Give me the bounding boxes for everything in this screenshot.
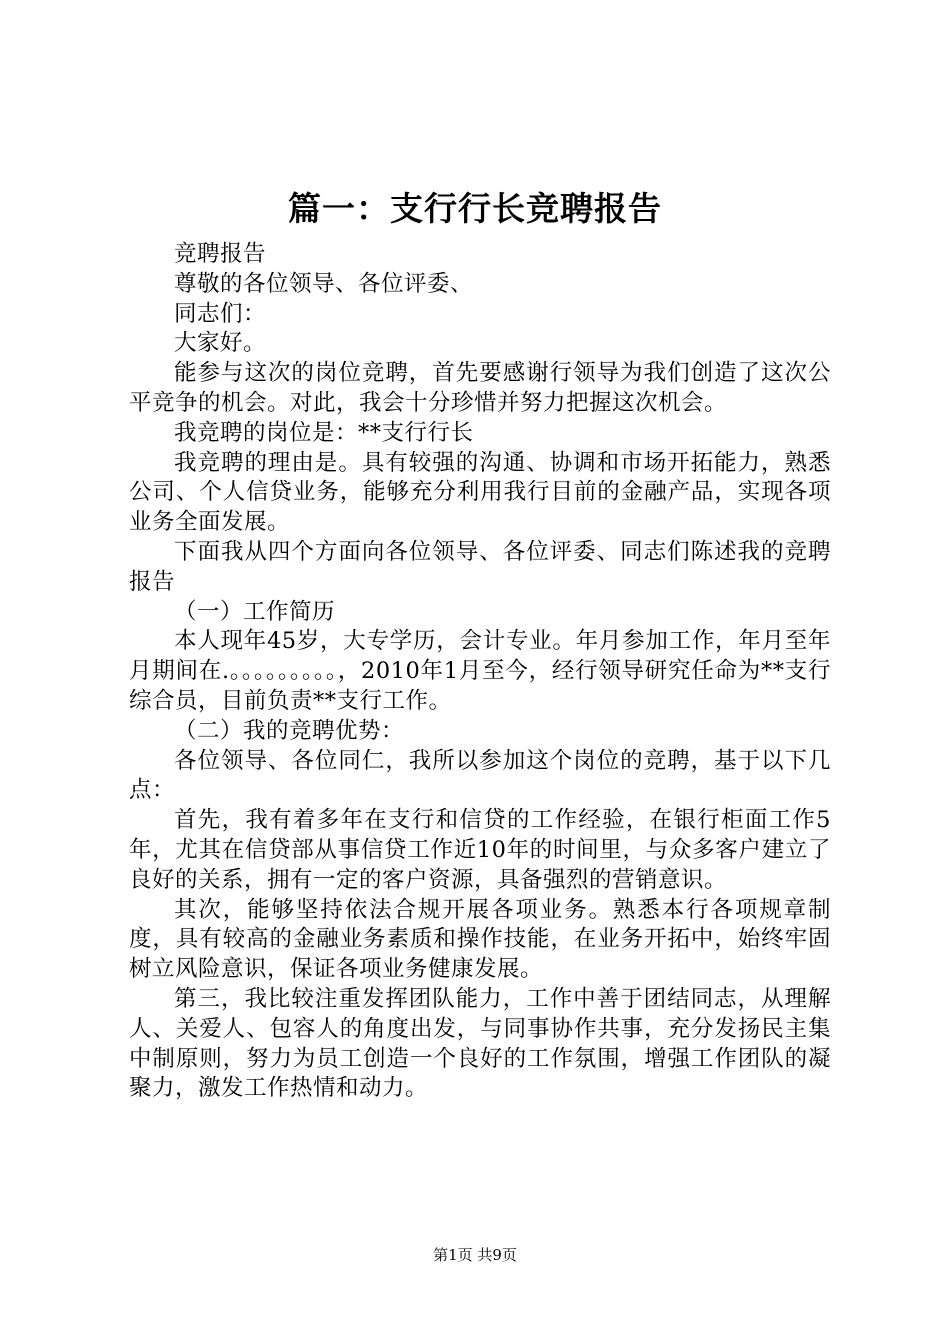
paragraph: 尊敬的各位领导、各位评委、: [174, 270, 474, 297]
paragraph: 同志们：: [174, 300, 267, 327]
paragraph: 第三，我比较注重发挥团队能力，工作中善于团结同志，从理解人、关爱人、包容人的角度出发，与同事协作共事，充分发扬民主集中制原则，努力为员工创造一个良好的工作氛围，增强工作团队的凝聚力，激发工作热情和动力。: [129, 985, 831, 1102]
paragraph: 下面我从四个方面向各位领导、各位评委、同志们陈述我的竞聘报告: [129, 538, 831, 595]
paragraph: 我竞聘的岗位是：**支行行长: [174, 419, 474, 446]
document-body: [129, 240, 831, 1104]
paragraph: 能参与这次的岗位竞聘，首先要感谢行领导为我们创造了这次公平竞争的机会。对此，我会十分珍惜并努力把握这次机会。: [129, 360, 831, 416]
section-heading: （二）我的竞聘优势：: [174, 717, 405, 744]
page-footer: 第1页 共9页: [433, 1246, 517, 1264]
paragraph: 首先，我有着多年在支行和信贷的工作经验，在银行柜面工作5年，尤其在信贷部从事信贷工作近10年的时间里，与众多客户建立了良好的关系，拥有一定的客户资源，具备强烈的营销意识。: [129, 807, 831, 893]
paragraph: 我竞聘的理由是。具有较强的沟通、协调和市场开拓能力，熟悉公司、个人信贷业务，能够充分利用我行目前的金融产品，实现各项业务全面发展。: [129, 449, 831, 536]
paragraph: 其次，能够坚持依法合规开展各项业务。熟悉本行各项规章制度，具有较高的金融业务素质和操作技能，在业务开拓中，始终牢固树立风险意识，保证各项业务健康发展。: [129, 896, 831, 983]
paragraph: 大家好。: [174, 330, 267, 357]
section-heading: （一）工作简历: [174, 598, 336, 625]
paragraph: 竞聘报告: [174, 241, 267, 267]
paragraph: 本人现年45岁，大专学历，会计专业。年月参加工作，年月至年月期间在.。。。。。。。。。，2010年1月至今，经行领导研究任命为**支行综合员，目前负责**支行工作。: [129, 628, 831, 714]
document-title: 篇一：支行行长竞聘报告: [288, 189, 662, 228]
paragraph: 各位领导、各位同仁，我所以参加这个岗位的竞聘，基于以下几点：: [129, 747, 831, 804]
